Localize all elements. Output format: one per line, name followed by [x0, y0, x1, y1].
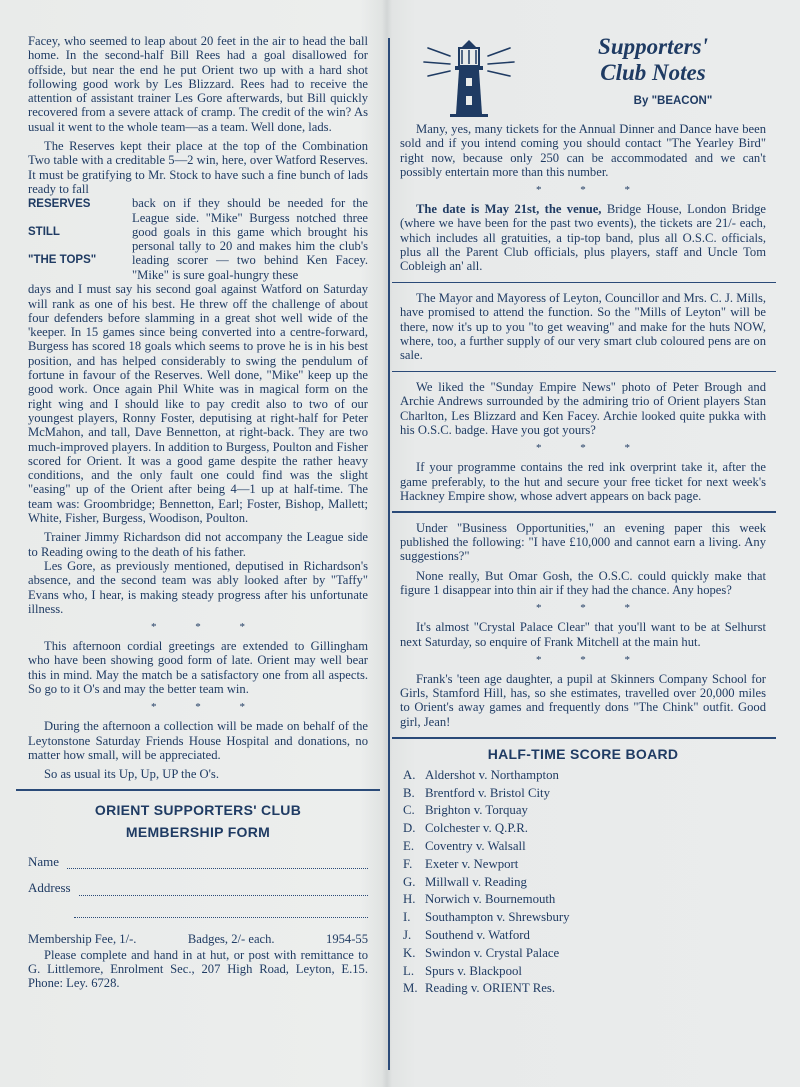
score-letter: A.	[403, 767, 416, 782]
headline-line-2: STILL	[28, 226, 60, 239]
venue-text: Bridge House, London Bridge (where we have been for the past two events), the tickets are 21/- each, which includes all gratuities, a tip-top band, plus all O.S.C. officials, plus all the Parent Club officials, plus players, staff and Uncle Tom Cobleigh an' all.	[400, 202, 766, 274]
title-line-2: Club Notes	[600, 60, 706, 85]
reserves-headline	[28, 198, 128, 282]
score-row	[400, 980, 766, 998]
score-match: Aldershot v. Northampton	[425, 767, 559, 782]
score-row	[400, 891, 766, 909]
headline-line-1: RESERVES	[28, 198, 91, 211]
score-match: Brighton v. Torquay	[425, 803, 528, 818]
score-row	[400, 802, 766, 820]
score-match: Southend v. Watford	[425, 927, 530, 942]
score-match: Southampton v. Shrewsbury	[425, 910, 570, 925]
score-letter: H.	[403, 892, 416, 907]
score-row	[400, 767, 766, 785]
scoreboard-divider	[392, 737, 776, 739]
venue-lead: The date is May 21st, the venue,	[416, 202, 602, 217]
greetings-paragraph: This afternoon cordial greetings are extended to Gillingham who have been showing good form of late. Orient may well bear this in mind. May the match be a satisfactory one from all aspects. So go to it O's and may the better team win.	[28, 639, 368, 696]
membership-form	[28, 799, 368, 991]
score-letter: K.	[403, 945, 416, 960]
half-time-score-board	[400, 747, 766, 999]
address-field-row	[28, 881, 368, 895]
score-row	[400, 927, 766, 945]
score-match: Exeter v. Newport	[425, 856, 519, 871]
score-match: Norwich v. Bournemouth	[425, 892, 556, 907]
score-letter: L.	[403, 963, 415, 978]
score-board-list	[400, 767, 766, 998]
score-match: Coventry v. Walsall	[425, 838, 526, 853]
headline-line-3: "THE TOPS"	[28, 254, 97, 267]
up-the-os-line: So as usual its Up, Up, UP the O's.	[44, 767, 219, 782]
score-match: Brentford v. Bristol City	[425, 785, 551, 800]
score-row	[400, 874, 766, 892]
jean-paragraph: Frank's 'teen age daughter, a pupil at Skinners Company School for Girls, Stamford Hill, has, so she estimates, travelled over 20,000 miles to Orient's away games and frequently dons "The Chink" outfit. Good girl, Jean!	[400, 671, 766, 729]
address-field[interactable]	[79, 886, 368, 896]
score-row	[400, 785, 766, 803]
mayor-paragraph: The Mayor and Mayoress of Leyton, Councillor and Mrs. C. J. Mills, have promised to attend the function. So the "Mills of Leyton" will be there, now it's up to you "to get weaving" and make for the huts NOW, where, too, a further supply of our very smart club coloured pens are on sale.	[400, 291, 766, 363]
score-letter: F.	[403, 856, 413, 871]
section-divider	[392, 371, 776, 373]
crystal-palace-paragraph: It's almost "Crystal Palace Clear" that you'll want to be at Selhurst next Saturday, so enquire of Frank Mitchell at the main hut.	[400, 620, 766, 649]
reserves-paragraph-start: The Reserves kept their place at the top of the Combination Two table with a creditable 5—2 win, here, over Watford Reserves. It must be gratifying to Mr. Stock to have such a fine bunch of lads ready to fall	[28, 139, 368, 196]
name-field-row	[28, 855, 368, 869]
form-divider	[16, 789, 380, 791]
fee-row	[28, 932, 368, 946]
score-match: Reading v. ORIENT Res.	[425, 981, 556, 996]
lighthouse-icon	[414, 38, 524, 118]
column-divider	[388, 38, 390, 1070]
match-report-paragraph: Facey, who seemed to leap about 20 feet in the air to head the ball home. In the second-half Bill Rees had a goal disallowed for offside, but near the end he put Orient two up with a hard shot following good work by Les Blizzard. Rees had to receive the attention of assistant trainer Les Gore afterwards, but Bill quickly recovered from a severe attack of cramp. The credit of the win? As usual it went to the whole team—as a team. Well done, lads.	[28, 34, 368, 134]
score-row	[400, 838, 766, 856]
score-row	[400, 909, 766, 927]
collection-paragraph: During the afternoon a collection will be made on behalf of the Leytonstone Saturday Friends House Hospital and donations, no matter how small, will be appreciated.	[28, 719, 368, 762]
badges-price: Badges, 2/- each.	[187, 931, 275, 946]
score-letter: G.	[403, 874, 416, 889]
section-stars: * * *	[536, 653, 648, 666]
business-opportunities-paragraph: Under "Business Opportunities," an evening paper this week published the following: "I have £10,000 and cannot earn a living. Any suggestions?"	[400, 520, 766, 564]
title-line-1: Supporters'	[598, 34, 708, 59]
name-label: Name	[28, 853, 60, 869]
red-ink-paragraph: If your programme contains the red ink overprint take it, after the game preferably, to the hut and secure your free ticket for next week's Hackney Empire show, whose advert appears on back page.	[400, 460, 766, 503]
section-divider	[392, 282, 776, 284]
address-label: Address	[28, 880, 71, 896]
score-match: Millwall v. Reading	[425, 874, 527, 889]
form-title-club: ORIENT SUPPORTERS' CLUB	[94, 801, 302, 818]
sunday-empire-paragraph: We liked the "Sunday Empire News" photo of Peter Brough and Archie Andrews surrounded by the admiring trio of Orient players Stan Charlton, Les Blizzard and Ken Facey. Archie looked quite pukka with his O.S.C. badge. Have you got yours?	[400, 380, 766, 438]
score-letter: B.	[403, 785, 415, 800]
score-letter: I.	[403, 910, 411, 925]
page-fold	[382, 0, 392, 1087]
right-column	[400, 34, 766, 998]
membership-fee: Membership Fee, 1/-.	[28, 931, 137, 946]
name-field[interactable]	[67, 859, 368, 869]
trainer-paragraph: Trainer Jimmy Richardson did not accompany the League side to Reading owing to the death of his father.	[28, 530, 368, 559]
score-match: Colchester v. Q.P.R.	[425, 821, 528, 836]
score-row	[400, 963, 766, 981]
form-title-membership: MEMBERSHIP FORM	[125, 823, 271, 840]
score-row	[400, 820, 766, 838]
score-letter: J.	[403, 927, 412, 942]
score-row	[400, 856, 766, 874]
byline: By "BEACON"	[633, 95, 713, 107]
form-instructions: Please complete and hand in at hut, or post with remittance to G. Littlemore, Enrolment Sec., 207 High Road, Leyton, E.15. Phone: Ley. 6728.	[28, 947, 368, 991]
section-divider	[392, 511, 776, 513]
reserves-sidebar-block	[28, 196, 368, 282]
left-column	[28, 34, 368, 996]
reserves-paragraph-middle: back on if they should be needed for the League side. "Mike" Burgess notched three good goals in this game which brought his personal tally to 20 and makes him the club's leading scorer — two behind Ken Facey. "Mike" is sure goal-hungry these	[132, 196, 368, 282]
score-match: Swindon v. Crystal Palace	[425, 945, 560, 960]
omar-gosh-paragraph: None really, But Omar Gosh, the O.S.C. could quickly make that figure 1 disappear into thin air if they had the chance. Any hopes?	[400, 568, 766, 597]
les-gore-paragraph: Les Gore, as previously mentioned, deputised in Richardson's absence, and the second team was ably looked after by "Taffy" Evans who, I hear, is making steady progress after his unfortunate illness.	[28, 558, 368, 616]
club-notes-header	[400, 34, 766, 122]
address-field-line-2[interactable]	[74, 896, 368, 918]
season: 1954-55	[326, 931, 368, 946]
section-stars: * * *	[151, 701, 263, 714]
score-row	[400, 945, 766, 963]
section-stars: * * *	[536, 184, 648, 197]
reserves-paragraph-end: days and I must say his second goal against Watford on Saturday will rank as one of his best. He threw off the challenge of about four defenders before slamming in a great shot well wide of the 'keeper. In 15 games since being converted into a centre-forward, Burgess has scored 18 goals which seems to prove he is in his best position, and has helped considerably to swing the pendulum of fortune in favour of the Reserves. Well done, "Mike" keep up the good work. Once again Phil White was in magical form on the right wing and I should like to pay credit also to two of our youngest players, Ronny Foster, deputising at right-half for Peter McMahon, and tall, Dave Bennetton, at right-back. They are two much-improved players. In addition to Burgess, Poulton and Fisher scored for Orient. It was a good game despite the rather heavy conditions, and the only fault one could find was the slight "easing" up of the Orient after being 4—1 up at half-time. The team was: Groombridge; Bennetton, Earl; Foster, Bishop, Mallett; White, Fisher, Burgess, Woodison, Poulton.	[28, 282, 368, 526]
score-letter: E.	[403, 838, 415, 853]
score-board-title: HALF-TIME SCORE BOARD	[487, 745, 679, 762]
score-letter: C.	[403, 803, 415, 818]
score-match: Spurs v. Blackpool	[425, 963, 522, 978]
score-letter: M.	[403, 981, 418, 996]
score-letter: D.	[403, 821, 416, 836]
dinner-dance-paragraph: Many, yes, many tickets for the Annual Dinner and Dance have been sold and if you intend coming you should contact "The Yearley Bird" right now, because only 250 can be accommodated and we can't possibly entertain more than this number.	[400, 122, 766, 179]
venue-paragraph	[400, 202, 766, 273]
section-stars: * * *	[536, 602, 648, 615]
club-notes-title	[548, 34, 758, 86]
section-stars: * * *	[151, 621, 263, 634]
section-stars: * * *	[536, 442, 648, 455]
